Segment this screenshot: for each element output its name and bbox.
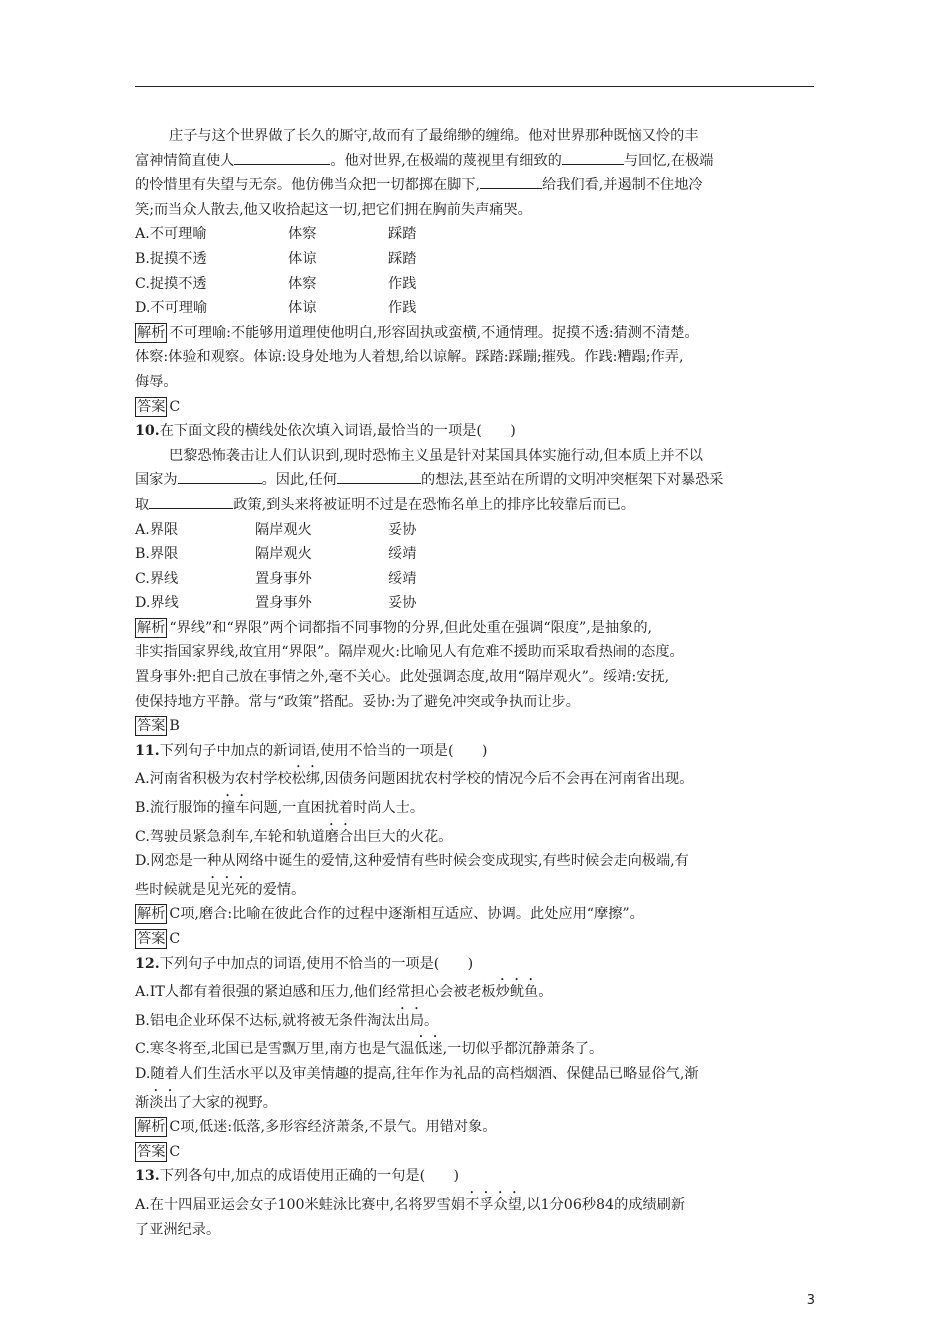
q10-analysis: 解析 “界线”和“界限”两个词都指不同事物的分界,但此处重在强调“限度”,是抽象的,: [137, 619, 653, 636]
q9-option-a: A.不可理喻 体察 踩踏: [135, 226, 417, 243]
q12-answer: 答案 C: [137, 1143, 181, 1160]
q9-para-line2: 富神情简直使人 。他对世界,在极端的蔑视里有细致的 与回忆,在极端: [135, 149, 814, 174]
q9-analysis-line3: 侮辱。: [135, 373, 178, 390]
q10-para-line2: 国家为 。因此,任何 的想法,甚至站在所谓的文明冲突框架下对暴恐采: [135, 468, 814, 493]
answer-label: 答案: [137, 1143, 166, 1160]
q10-option-d: D.界线 置身事外 妥协: [135, 595, 417, 612]
q9-para-line1: 庄子与这个世界做了长久的厮守,故而有了最绵缈的缠绵。他对世界那种既恼又怜的丰: [169, 128, 699, 144]
q12-option-d-line2: 渐淡出了大家的视野。: [135, 1094, 277, 1111]
q12-option-c: C.寒冬将至,北国已是雪飘万里,南方也是气温低迷,一切似乎都沉静萧条了。: [135, 1041, 604, 1058]
q9-answer: 答案 C: [137, 398, 181, 415]
answer-label: 答案: [137, 718, 166, 735]
analysis-label: 解析: [137, 324, 166, 341]
document-body: [135, 124, 814, 1242]
blank: [337, 469, 421, 484]
answer-label: 答案: [137, 931, 166, 947]
q9-option-d: D.不可理喻 体谅 作践: [135, 300, 417, 317]
q11-stem: 11.下列句子中加点的新词语,使用不恰当的一项是( ): [135, 742, 488, 759]
q10-option-a: A.界限 隔岸观火 妥协: [135, 521, 417, 538]
answer-label: 答案: [137, 398, 166, 415]
header-rule: [135, 86, 814, 87]
q11-option-b: B.流行服饰的撞车问题,一直困扰着时尚人士。: [135, 800, 425, 817]
blank: [178, 469, 262, 484]
q11-option-d-line2: 些时候就是见光死的爱情。: [135, 881, 306, 898]
q10-analysis-line4: 使保持地方平静。常与“政策”搭配。妥协:为了避免冲突或争执而让步。: [135, 693, 580, 710]
emphasized-word: 低迷: [414, 1041, 443, 1058]
q9-option-c: C.捉摸不透 体察 作践: [135, 275, 417, 292]
q13-option-a-line2: 了亚洲纪录。: [135, 1221, 221, 1238]
q10-option-c: C.界线 置身事外 绥靖: [135, 570, 417, 587]
emphasized-word: 磨合: [324, 828, 354, 845]
q10-answer: 答案 B: [137, 718, 180, 735]
q9-para-line4: 笑;而当众人散去,他又收拾起这一切,把它们拥在胸前失声痛哭。: [135, 201, 532, 218]
q10-analysis-line2: 非实指国家界线,故宜用“界限”。隔岸观火:比喻见人有危难不援助而采取看热闹的态度。: [135, 644, 684, 661]
q10-option-b: B.界限 隔岸观火 绥靖: [135, 546, 417, 563]
blank: [234, 150, 330, 165]
q10-para-line3: 取 政策,到头来将被证明不过是在恐怖名单上的排序比较靠后而已。: [135, 493, 814, 518]
q12-stem: 12.下列句子中加点的词语,使用不恰当的一项是( ): [135, 955, 474, 972]
q12-option-d: D.随着人们生活水平以及审美情趣的提高,往年作为礼品的高档烟酒、保健品已略显俗气,渐: [135, 1065, 699, 1082]
q11-option-d: D.网恋是一种从网络中诞生的爱情,这种爱情有些时候会变成现实,有些时候会走向极端,有: [135, 853, 689, 870]
emphasized-word: 不孚众望: [465, 1196, 522, 1213]
emphasized-word: 淡出: [149, 1094, 178, 1111]
emphasized-word: 见光死: [205, 881, 249, 898]
q9-para-line3: 的怜惜里有失望与无奈。他仿佛当众把一切都掷在脚下, 给我们看,并遏制不住地冷: [135, 173, 814, 198]
q9-option-b: B.捉摸不透 体谅 踩踏: [135, 250, 417, 267]
q11-answer: 答案 C: [137, 931, 181, 947]
q12-option-b: B.铝电企业环保不达标,就将被无条件淘汰出局。: [135, 1012, 439, 1029]
analysis-label: 解析: [137, 1119, 166, 1136]
q10-para-line1: 巴黎恐怖袭击让人们认识到,现时恐怖主义虽是针对某国具体实施行动,但本质上并不以: [169, 447, 703, 464]
q13-stem: 13.下列各句中,加点的成语使用正确的一句是( ): [135, 1168, 460, 1185]
blank: [562, 150, 624, 165]
page-number: 3: [806, 1293, 815, 1308]
emphasized-word: 出局: [395, 1012, 425, 1029]
emphasized-word: 炒鱿鱼: [495, 984, 539, 1001]
blank: [149, 494, 233, 509]
analysis-label: 解析: [137, 906, 166, 923]
q9-analysis: 解析 不可理喻:不能够用道理使他明白,形容固执或蛮横,不通情理。捉摸不透:猜测不清楚。: [137, 324, 699, 341]
q9-analysis-line2: 体察:体验和观察。体谅:设身处地为人着想,给以谅解。踩踏:踩蹦;摧残。作践:糟蹋;作弄,: [135, 349, 684, 366]
q10-stem: 10.在下面文段的横线处依次填入词语,最恰当的一项是( ): [135, 423, 516, 440]
q12-analysis: 解析 C项,低迷:低落,多形容经济萧条,不景气。用错对象。: [137, 1119, 497, 1136]
q12-option-a: A.IT人都有着很强的紧迫感和压力,他们经常担心会被老板炒鱿鱼。: [135, 984, 553, 1001]
q11-option-c: C.驾驶员紧急刹车,车轮和轨道磨合出巨大的火花。: [135, 828, 453, 845]
emphasized-word: 松绑: [291, 771, 321, 788]
analysis-label: 解析: [137, 619, 166, 636]
q11-analysis: 解析 C项,磨合:比喻在彼此合作的过程中逐渐相互适应、协调。此处应用“摩擦”。: [137, 906, 644, 923]
emphasized-word: 撞车: [220, 800, 250, 817]
blank: [480, 174, 542, 189]
q11-option-a: A.河南省积极为农村学校松绑,因债务问题困扰农村学校的情况今后不会再在河南省出现。: [135, 771, 694, 788]
q10-analysis-line3: 置身事外:把自己放在事情之外,毫不关心。此处强调态度,故用“隔岸观火”。绥靖:安抚,: [135, 669, 670, 686]
q13-option-a: A.在十四届亚运会女子100米蛙泳比赛中,名将罗雪娟不孚众望,以1分06秒84的成绩刷新: [135, 1196, 686, 1213]
